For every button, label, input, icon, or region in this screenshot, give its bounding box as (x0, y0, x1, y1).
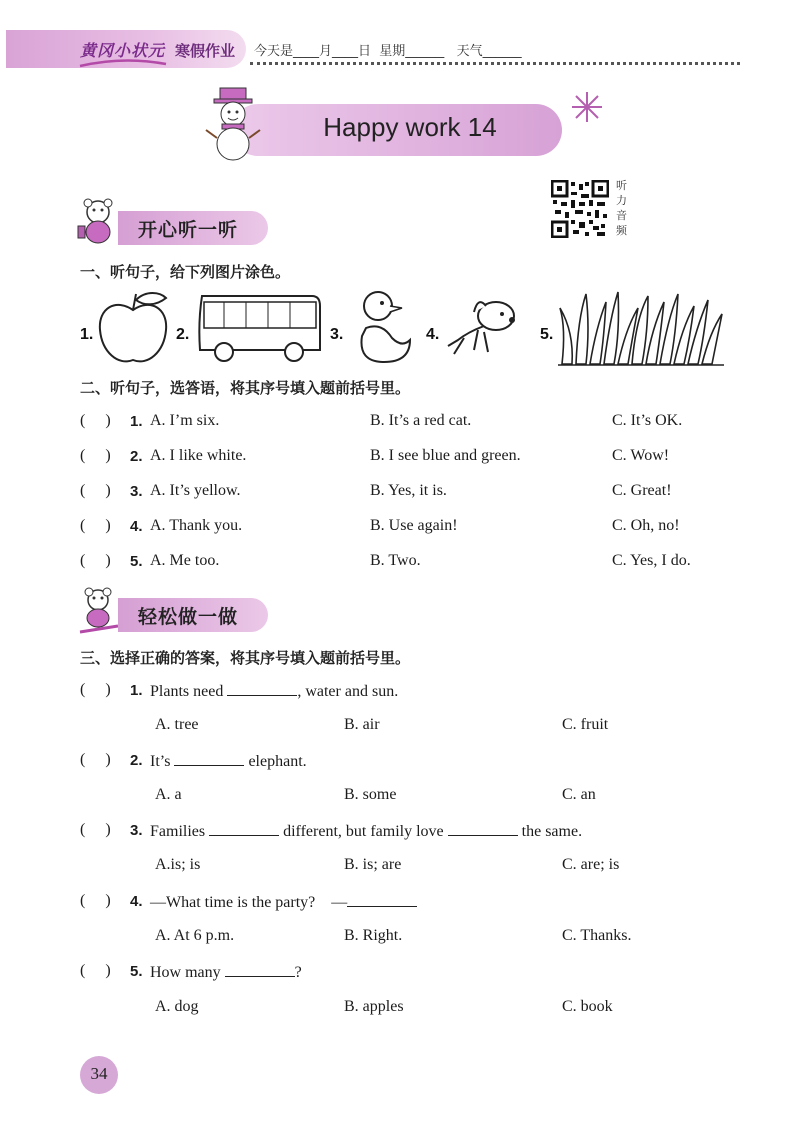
fill-blank[interactable] (209, 821, 279, 836)
header-divider (250, 62, 740, 65)
answer-bracket[interactable]: ( ) (80, 447, 111, 464)
qr-code-icon[interactable] (551, 180, 609, 238)
option-a: A. I like white. (150, 447, 247, 464)
option-b: B. Two. (370, 552, 421, 569)
option-a: A. Thank you. (150, 517, 243, 534)
duck-icon (352, 288, 416, 368)
option-c: C. Yes, I do. (612, 552, 691, 569)
option-c: C. Oh, no! (612, 517, 680, 534)
brand-logo: 黄冈小状元 (80, 41, 166, 60)
item-number: 1. (130, 413, 143, 430)
option-b: B. Yes, it is. (370, 482, 447, 499)
option-b: B. some (344, 786, 397, 803)
item-number: 5. (130, 963, 143, 980)
section-listen-label: 开心听一听 (138, 219, 239, 241)
answer-bracket[interactable]: ( ) (80, 412, 111, 429)
date-line: 今天是____月____日 星期______ 天气______ (254, 44, 522, 59)
option-a: A. tree (155, 716, 199, 733)
fill-blank[interactable] (448, 821, 518, 836)
answer-bracket[interactable]: ( ) (80, 681, 111, 698)
answer-bracket[interactable]: ( ) (80, 517, 111, 534)
qr-label: 听力音频 (616, 179, 627, 237)
fill-blank[interactable] (174, 751, 244, 766)
section-practice-label: 轻松做一做 (138, 606, 239, 628)
picture-number: 4. (426, 326, 440, 343)
fill-blank[interactable] (347, 892, 417, 907)
item-number: 2. (130, 448, 143, 465)
option-b: B. air (344, 716, 380, 733)
option-c: C. Thanks. (562, 927, 632, 944)
option-c: C. Wow! (612, 447, 670, 464)
bus-icon (194, 292, 324, 366)
page-number: 34 (90, 1064, 108, 1083)
option-b: B. apples (344, 998, 404, 1015)
item-number: 5. (130, 553, 143, 570)
option-c: C. an (562, 786, 596, 803)
logo-swoosh-icon (78, 58, 168, 70)
question-1-title: 一、听句子，给下列图片涂色。 (80, 263, 291, 281)
option-b: B. I see blue and green. (370, 447, 521, 464)
question-stem: How many ? (150, 964, 302, 981)
bear-mascot-icon (74, 196, 122, 246)
question-stem: It’s elephant. (150, 753, 307, 770)
item-number: 3. (130, 483, 143, 500)
option-a: A. I’m six. (150, 412, 220, 429)
item-number: 4. (130, 518, 143, 535)
item-number: 1. (130, 682, 143, 699)
picture-number: 5. (540, 326, 554, 343)
question-stem: Plants need , water and sun. (150, 683, 399, 700)
fill-blank[interactable] (227, 681, 297, 696)
option-a: A. Me too. (150, 552, 220, 569)
option-c: C. are; is (562, 856, 620, 873)
page-title: Happy work 14 (323, 112, 497, 142)
apple-icon (96, 288, 170, 368)
option-b: B. is; are (344, 856, 402, 873)
option-a: A. a (155, 786, 182, 803)
option-c: C. Great! (612, 482, 672, 499)
answer-bracket[interactable]: ( ) (80, 482, 111, 499)
snowflake-icon (570, 90, 604, 124)
answer-bracket[interactable]: ( ) (80, 821, 111, 838)
option-b: B. Use again! (370, 517, 458, 534)
option-a: A. It’s yellow. (150, 482, 241, 499)
item-number: 2. (130, 752, 143, 769)
answer-bracket[interactable]: ( ) (80, 552, 111, 569)
item-number: 3. (130, 822, 143, 839)
option-c: C. fruit (562, 716, 609, 733)
option-a: A. At 6 p.m. (155, 927, 235, 944)
answer-bracket[interactable]: ( ) (80, 751, 111, 768)
snowman-icon (204, 82, 264, 162)
option-c: C. It’s OK. (612, 412, 683, 429)
picture-number: 3. (330, 326, 344, 343)
option-b: B. It’s a red cat. (370, 412, 472, 429)
answer-bracket[interactable]: ( ) (80, 962, 111, 979)
answer-bracket[interactable]: ( ) (80, 892, 111, 909)
header-subtitle: 寒假作业 (175, 42, 236, 60)
item-number: 4. (130, 893, 143, 910)
fill-blank[interactable] (225, 962, 295, 977)
question-stem: Families different, but family love the same. (150, 823, 583, 840)
option-a: A.is; is (155, 856, 201, 873)
option-c: C. book (562, 998, 613, 1015)
dog-icon (444, 294, 524, 358)
option-a: A. dog (155, 998, 199, 1015)
picture-number: 1. (80, 326, 94, 343)
picture-number: 2. (176, 326, 190, 343)
question-2-title: 二、听句子，选答语，将其序号填入题前括号里。 (80, 379, 411, 397)
question-stem: —What time is the party? — (150, 892, 417, 912)
grass-icon (556, 288, 726, 368)
question-3-title: 三、选择正确的答案，将其序号填入题前括号里。 (80, 649, 411, 667)
skiing-bear-icon (76, 586, 122, 636)
option-b: B. Right. (344, 927, 403, 944)
